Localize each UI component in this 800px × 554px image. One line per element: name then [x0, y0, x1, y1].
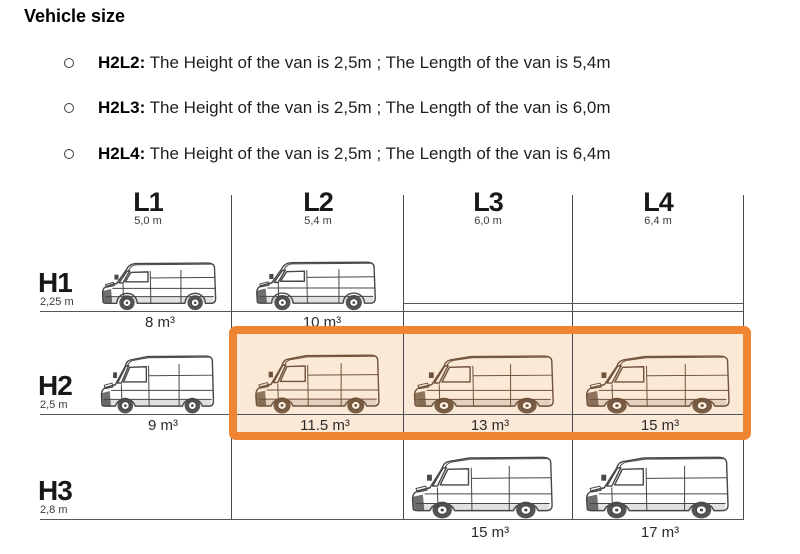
- column-label: L1: [133, 187, 163, 217]
- bullet-circle-icon: [64, 58, 74, 68]
- bullet-text-line: [98, 97, 611, 118]
- grid-line-vertical: [231, 195, 232, 519]
- row-label: H3: [38, 475, 72, 506]
- column-length: 6,4 m: [644, 215, 672, 227]
- row-label: H1: [38, 267, 72, 298]
- van-illustration-h2-l2: [251, 350, 385, 414]
- ground-line-h2: [40, 414, 744, 415]
- volume-label-h2-l2: 11.5 m³: [300, 417, 350, 434]
- ground-line-h1: [40, 311, 744, 312]
- van-illustration-h1-l2: [252, 256, 383, 311]
- ground-line-h3: [40, 519, 744, 520]
- grid-line-vertical: [743, 195, 744, 519]
- column-length: 6,0 m: [474, 215, 502, 227]
- row-height: 2,8 m: [40, 504, 68, 516]
- row-height: 2,5 m: [40, 399, 68, 411]
- bullet-label: H2L2:: [98, 53, 146, 72]
- bullet-item-h2l3: [64, 97, 611, 118]
- van-illustration-h2-l4: [581, 351, 736, 414]
- column-header-l3: [418, 189, 558, 227]
- volume-label-h3-l3: 15 m³: [470, 524, 510, 541]
- bullet-text: The Height of the van is 2,5m ; The Length of the van is 6,0m: [149, 98, 611, 117]
- column-header-l2: [248, 189, 388, 227]
- bullet-circle-icon: [64, 149, 74, 159]
- column-label: L4: [643, 187, 673, 217]
- grid-line-row-divider: [403, 303, 744, 304]
- column-length: 5,0 m: [134, 215, 162, 227]
- row-height: 2,25 m: [40, 296, 74, 308]
- van-illustration-h1-l1: [98, 257, 223, 311]
- bullet-label: H2L3:: [98, 98, 146, 117]
- column-header-l1: [78, 189, 218, 227]
- row-header-h3: [38, 477, 118, 516]
- grid-line-vertical: [403, 195, 404, 519]
- van-illustration-h3-l3: [407, 452, 559, 519]
- bullet-text-line: [98, 143, 611, 164]
- volume-label-h2-l3: 13 m³: [470, 417, 510, 434]
- bullet-text-line: [98, 52, 611, 73]
- row-label: H2: [38, 370, 72, 401]
- volume-label-h3-l4: 17 m³: [640, 524, 680, 541]
- column-header-l4: [588, 189, 728, 227]
- van-illustration-h3-l4: [581, 452, 735, 519]
- van-illustration-h2-l3: [409, 351, 560, 414]
- column-label: L3: [473, 187, 503, 217]
- bullet-circle-icon: [64, 103, 74, 113]
- bullet-item-h2l4: [64, 143, 611, 164]
- bullet-text: The Height of the van is 2,5m ; The Length of the van is 5,4m: [149, 53, 611, 72]
- volume-label-h1-l1: 8 m³: [145, 314, 175, 331]
- bullet-label: H2L4:: [98, 144, 146, 163]
- bullet-text: The Height of the van is 2,5m ; The Length of the van is 6,4m: [149, 144, 611, 163]
- van-illustration-h2-l1: [97, 351, 219, 414]
- van-size-grid: [0, 185, 800, 554]
- volume-label-h2-l1: 9 m³: [148, 417, 178, 434]
- bullet-item-h2l2: [64, 52, 611, 73]
- page-title: Vehicle size: [24, 6, 126, 26]
- volume-label-h1-l2: 10 m³: [302, 314, 342, 331]
- column-length: 5,4 m: [304, 215, 332, 227]
- grid-line-vertical: [572, 195, 573, 519]
- volume-label-h2-l4: 15 m³: [640, 417, 680, 434]
- column-label: L2: [303, 187, 333, 217]
